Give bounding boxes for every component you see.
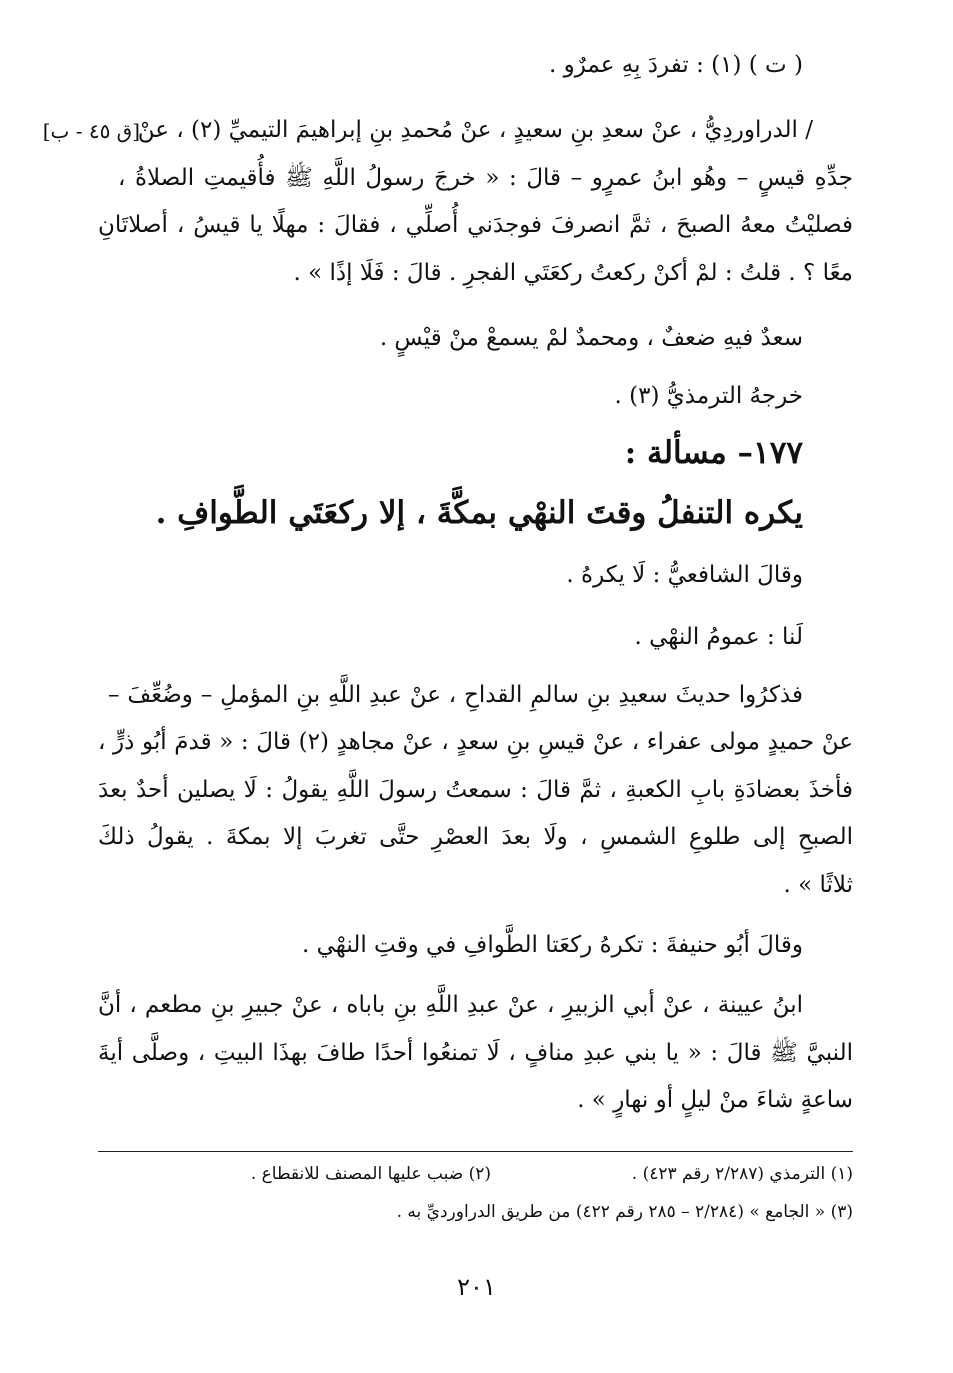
footnote-separator — [98, 1151, 853, 1152]
margin-folio-note: [ق ٤٥ - ب] — [42, 119, 140, 143]
text-line-20: ساعةٍ شاءَ منْ ليلٍ أو نهارٍ » . — [577, 1087, 853, 1113]
text-line-19: النبيَّ ﷺ قالَ : « يا بني عبدِ منافٍ ، لَا تمنعُوا أحدًا طافَ بهذَا البيتِ ، وصلَّى أيةَ — [98, 1040, 853, 1066]
text-line-2: / الدراوردِيُّ ، عنْ سعدِ بنِ سعيدٍ ، عنْ مُحمدِ بنِ إبراهيمَ التيميِّ (٢) ، عنْ — [137, 117, 813, 143]
issue-heading: ١٧٧– مسألة : — [624, 435, 803, 471]
text-line-10: وقالَ الشافعيُّ : لَا يكرهُ . — [566, 562, 803, 588]
footnote-2: (٢) ضبب عليها المصنف للانقطاع . — [250, 1164, 491, 1184]
text-line-18: ابنُ عيينة ، عنْ أبي الزبيرِ ، عنْ عبدِ اللَّهِ بنِ باباه ، عنْ جبيرِ بنِ مطعم ، أنَّ — [98, 992, 803, 1018]
text-line-13: عنْ حميدٍ مولى عفراء ، عنْ قيسِ بنِ سعدٍ ، عنْ مجاهدٍ (٢) قالَ : « قدمَ أبُو ذرٍّ ، — [98, 729, 853, 755]
text-line-7: خرجهُ الترمذيُّ (٣) . — [614, 383, 803, 409]
text-line-15: الصبحِ إلى طلوعِ الشمسِ ، ولَا بعدَ العصْرِ حتَّى تغربَ إلا بمكةَ . يقولُ ذلكَ — [98, 824, 853, 850]
text-line-6: سعدٌ فيهِ ضعفٌ ، ومحمدٌ لمْ يسمعْ منْ قيْسٍ . — [379, 325, 803, 351]
page-number: ٢٠١ — [457, 1273, 496, 1301]
text-line-16: ثلاثًا » . — [783, 872, 853, 898]
text-line-14: فأخذَ بعضادَةِ بابِ الكعبةِ ، ثمَّ قالَ : سمعتُ رسولَ اللَّهِ يقولُ : لَا يصلين أحدٌ بعدَ — [98, 777, 853, 803]
text-line-1: ( ت ) (١) : تفردَ بِهِ عمرٌو . — [549, 52, 803, 78]
issue-statement: يكره التنفلُ وقتَ النهْي بمكَّةَ ، إلا ركعَتَي الطَّوافِ . — [155, 495, 803, 531]
text-line-5: معًا ؟ . قلتُ : لمْ أكنْ ركعتُ ركعَتَي الفجرِ . قالَ : فَلَا إذًا » . — [293, 260, 853, 286]
text-line-12: فذكرُوا حديثَ سعيدِ بنِ سالمِ القداحِ ، عنْ عبدِ اللَّهِ بنِ المؤملِ – وضُعِّفَ – — [108, 682, 803, 708]
text-line-3: جدِّهِ قيسٍ – وهُو ابنُ عمرٍو – قالَ : « خرجَ رسولُ اللَّهِ ﷺ فأُقيمتِ الصلاةُ ، — [118, 165, 853, 191]
footnote-1: (١) الترمذي (٢/٢٨٧ رقم ٤٢٣) . — [631, 1164, 853, 1184]
text-line-17: وقالَ أبُو حنيفةَ : تكرهُ ركعَتا الطَّوافِ في وقتِ النهْي . — [301, 932, 803, 958]
text-line-4: فصليْتُ معهُ الصبحَ ، ثمَّ انصرفَ فوجدَني أُصلِّي ، فقالَ : مهلًا يا قيسُ ، أصلاتَانِ — [98, 212, 853, 238]
footnote-3: (٣) « الجامع » (٢/٢٨٤ – ٢٨٥ رقم ٤٢٢) من طريق الدراورديِّ به . — [396, 1202, 853, 1222]
text-line-11: لَنا : عمومُ النهْي . — [634, 624, 803, 650]
